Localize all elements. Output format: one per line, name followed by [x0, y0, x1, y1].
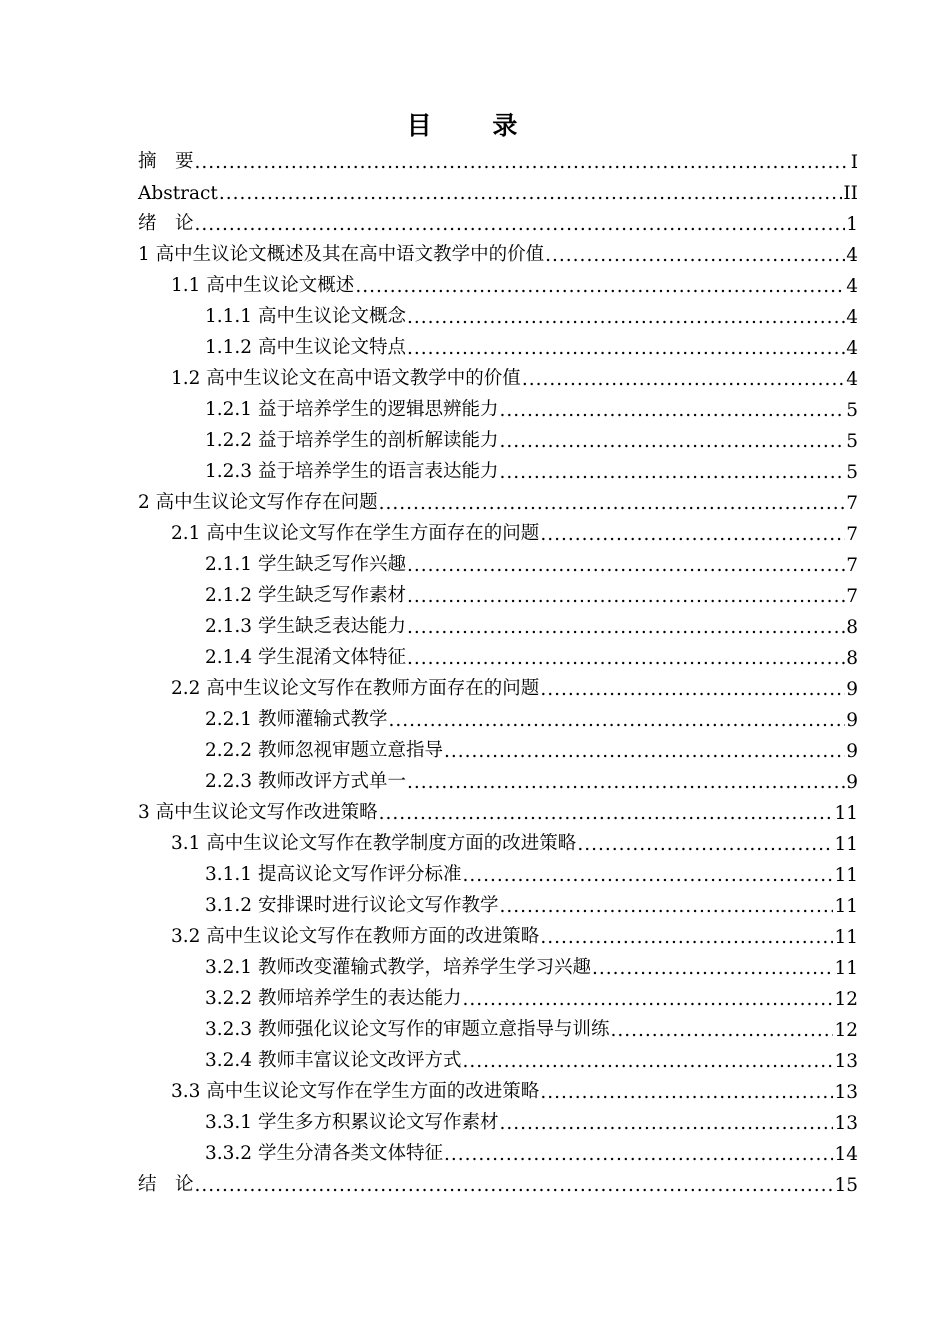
toc-entry-label: 1.1.2 高中生议论文特点	[205, 337, 406, 358]
toc-entry-page: 13	[834, 1113, 858, 1134]
toc-entry[interactable]	[138, 824, 858, 855]
toc-entry-page: 4	[846, 245, 858, 266]
toc-entry-label: 2.2 高中生议论文写作在教师方面存在的问题	[171, 678, 540, 699]
toc-entry-page: 4	[846, 276, 858, 297]
toc-entry-label: 3.1.1 提高议论文写作评分标准	[205, 864, 462, 885]
toc-entry-page: 4	[846, 307, 858, 328]
toc-entry[interactable]	[138, 948, 858, 979]
toc-entry-page: 5	[846, 431, 858, 452]
toc-entry-label: 2.2.3 教师改评方式单一	[205, 771, 406, 792]
toc-entry-label: 绪 论	[138, 213, 194, 234]
toc-entry-page: 4	[846, 369, 858, 390]
toc-entry-label: 1.2 高中生议论文在高中语文教学中的价值	[171, 368, 521, 389]
toc-entry-label: 3 高中生议论文写作改进策略	[138, 802, 378, 823]
dot-leader	[592, 958, 833, 979]
toc-entry[interactable]	[138, 328, 858, 359]
toc-entry[interactable]	[138, 483, 858, 514]
toc-entry-page: 9	[846, 679, 858, 700]
toc-entry-label: 摘 要	[138, 151, 194, 172]
toc-entry[interactable]	[138, 297, 858, 328]
dot-leader	[540, 524, 845, 545]
toc-entry-page: II	[843, 183, 858, 204]
dot-leader	[499, 896, 833, 917]
toc-entry-page: 7	[846, 524, 858, 545]
toc-entry[interactable]	[138, 1041, 858, 1072]
dot-leader	[195, 214, 846, 235]
dot-leader	[462, 1051, 833, 1072]
toc-entry[interactable]	[138, 607, 858, 638]
toc-entry[interactable]	[138, 1010, 858, 1041]
toc-entry-page: 15	[834, 1175, 858, 1196]
toc-entry-label: 3.3 高中生议论文写作在学生方面的改进策略	[171, 1081, 540, 1102]
toc-entry[interactable]	[138, 266, 858, 297]
dot-leader	[388, 710, 845, 731]
toc-entry-label: 1.2.3 益于培养学生的语言表达能力	[205, 461, 499, 482]
toc-entry-page: 11	[834, 958, 858, 979]
dot-leader	[499, 400, 845, 421]
toc-entry[interactable]	[138, 142, 858, 173]
toc-entry-page: 9	[846, 772, 858, 793]
toc-entry-page: 14	[834, 1144, 858, 1165]
toc-entry[interactable]	[138, 793, 858, 824]
toc-entry-page: 7	[846, 586, 858, 607]
dot-leader	[577, 834, 833, 855]
toc-entry-page: 5	[846, 400, 858, 421]
dot-leader	[444, 1144, 833, 1165]
toc-entry[interactable]	[138, 1103, 858, 1134]
table-of-contents	[138, 142, 858, 1196]
toc-entry-page: 11	[834, 803, 858, 824]
toc-entry-page: 11	[834, 865, 858, 886]
toc-entry-page: 8	[846, 648, 858, 669]
dot-leader	[407, 338, 845, 359]
toc-entry[interactable]	[138, 979, 858, 1010]
dot-leader	[407, 586, 845, 607]
toc-entry-label: 1.1.1 高中生议论文概念	[205, 306, 406, 327]
toc-entry[interactable]	[138, 700, 858, 731]
toc-entry-page: 11	[834, 896, 858, 917]
toc-entry-page: I	[850, 152, 858, 173]
toc-entry-page: 4	[846, 338, 858, 359]
toc-entry-page: 7	[846, 493, 858, 514]
toc-entry-label: 2.1.1 学生缺乏写作兴趣	[205, 554, 406, 575]
toc-entry[interactable]	[138, 390, 858, 421]
dot-leader	[379, 803, 834, 824]
dot-leader	[407, 648, 845, 669]
toc-entry-page: 8	[846, 617, 858, 638]
toc-entry[interactable]	[138, 545, 858, 576]
toc-entry-page: 12	[834, 1020, 858, 1041]
toc-entry[interactable]	[138, 1072, 858, 1103]
toc-entry[interactable]	[138, 359, 858, 390]
dot-leader	[462, 865, 833, 886]
toc-entry-label: 3.2.1 教师改变灌输式教学，培养学生学习兴趣	[205, 957, 591, 978]
dot-leader	[545, 245, 845, 266]
dot-leader	[219, 183, 843, 204]
dot-leader	[540, 927, 833, 948]
toc-entry[interactable]	[138, 204, 858, 235]
toc-entry-label: 1 高中生议论文概述及其在高中语文教学中的价值	[138, 244, 545, 265]
toc-entry-label: 3.2 高中生议论文写作在教师方面的改进策略	[171, 926, 540, 947]
dot-leader	[540, 1082, 833, 1103]
page-title: 目 录	[406, 111, 544, 140]
toc-entry[interactable]	[138, 886, 858, 917]
toc-entry-label: 3.1.2 安排课时进行议论文写作教学	[205, 895, 499, 916]
dot-leader	[444, 741, 845, 762]
toc-entry-label: 1.1 高中生议论文概述	[171, 275, 355, 296]
toc-entry-page: 9	[846, 710, 858, 731]
toc-entry[interactable]	[138, 452, 858, 483]
toc-entry[interactable]	[138, 855, 858, 886]
toc-entry-page: 7	[846, 555, 858, 576]
toc-entry-page: 9	[846, 741, 858, 762]
toc-entry-page: 11	[834, 834, 858, 855]
toc-entry-page: 13	[834, 1051, 858, 1072]
dot-leader	[407, 617, 845, 638]
dot-leader	[499, 431, 845, 452]
toc-entry[interactable]	[138, 1165, 858, 1196]
toc-entry-label: 结 论	[138, 1174, 194, 1195]
dot-leader	[540, 679, 845, 700]
dot-leader	[407, 772, 845, 793]
toc-entry-label: 1.2.1 益于培养学生的逻辑思辨能力	[205, 399, 499, 420]
dot-leader	[195, 1175, 834, 1196]
toc-entry-label: 3.2.2 教师培养学生的表达能力	[205, 988, 462, 1009]
toc-entry-page: 1	[846, 214, 858, 235]
dot-leader	[499, 462, 845, 483]
toc-entry[interactable]	[138, 235, 858, 266]
dot-leader	[499, 1113, 833, 1134]
toc-entry[interactable]	[138, 421, 858, 452]
toc-entry-label: 3.2.3 教师强化议论文写作的审题立意指导与训练	[205, 1019, 610, 1040]
dot-leader	[610, 1020, 833, 1041]
toc-entry[interactable]	[138, 514, 858, 545]
toc-entry-page: 5	[846, 462, 858, 483]
dot-leader	[379, 493, 846, 514]
dot-leader	[355, 276, 845, 297]
dot-leader	[407, 307, 845, 328]
toc-entry-page: 13	[834, 1082, 858, 1103]
toc-entry-label: 3.1 高中生议论文写作在教学制度方面的改进策略	[171, 833, 577, 854]
toc-entry-label: 3.3.2 学生分清各类文体特征	[205, 1143, 443, 1164]
toc-entry[interactable]	[138, 917, 858, 948]
toc-entry[interactable]	[138, 731, 858, 762]
toc-entry-label: 3.3.1 学生多方积累议论文写作素材	[205, 1112, 499, 1133]
toc-entry-page: 11	[834, 927, 858, 948]
toc-entry[interactable]	[138, 669, 858, 700]
toc-entry-label: 2.2.2 教师忽视审题立意指导	[205, 740, 443, 761]
toc-entry-label: 2 高中生议论文写作存在问题	[138, 492, 378, 513]
toc-entry-label: Abstract	[138, 183, 218, 204]
toc-entry-label: 2.1.2 学生缺乏写作素材	[205, 585, 406, 606]
toc-entry-label: 3.2.4 教师丰富议论文改评方式	[205, 1050, 462, 1071]
toc-entry-page: 12	[834, 989, 858, 1010]
dot-leader	[407, 555, 845, 576]
dot-leader	[462, 989, 833, 1010]
toc-entry-label: 2.1.3 学生缺乏表达能力	[205, 616, 406, 637]
toc-entry[interactable]	[138, 173, 858, 204]
dot-leader	[522, 369, 845, 390]
toc-entry-label: 2.1 高中生议论文写作在学生方面存在的问题	[171, 523, 540, 544]
toc-entry-label: 1.2.2 益于培养学生的剖析解读能力	[205, 430, 499, 451]
toc-entry[interactable]	[138, 1134, 858, 1165]
toc-entry-label: 2.1.4 学生混淆文体特征	[205, 647, 406, 668]
dot-leader	[195, 152, 850, 173]
toc-entry[interactable]	[138, 638, 858, 669]
toc-entry[interactable]	[138, 576, 858, 607]
toc-entry[interactable]	[138, 762, 858, 793]
toc-entry-label: 2.2.1 教师灌输式教学	[205, 709, 388, 730]
